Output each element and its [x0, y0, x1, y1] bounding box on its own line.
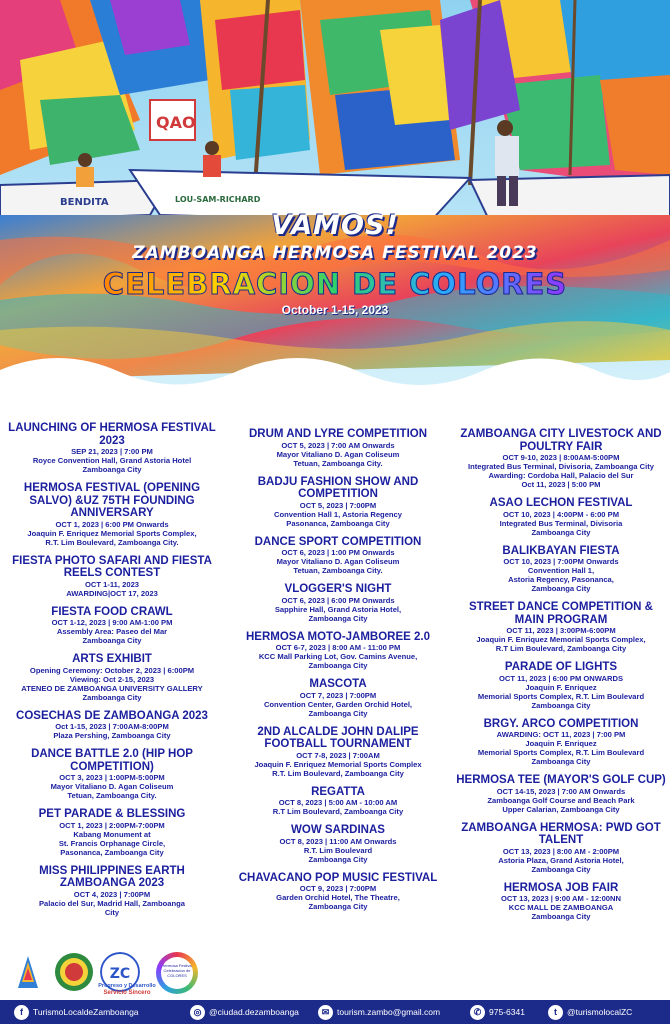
event-detail: Joaquin F. Enriquez Memorial Sports Complex, — [476, 635, 646, 644]
event-detail: OCT 6, 2023 | 6:00 PM Onwards — [281, 595, 395, 605]
event-title: ZAMBOANGA CITY LIVESTOCK AND POULTRY FAIR — [460, 428, 662, 453]
event-title: FIESTA PHOTO SAFARI AND FIESTA REELS CONTEST — [12, 554, 212, 579]
event-detail: OCT 10, 2023 | 4:00PM - 6:00 PM — [502, 509, 620, 519]
event-detail: R.T. Lim Boulevard, Zamboanga City — [272, 768, 404, 778]
event-detail: OCT 8, 2023 | 11:00 AM Onwards — [279, 836, 397, 846]
event-detail: SEP 21, 2023 | 7:00 PM — [71, 447, 153, 456]
event-item — [456, 545, 666, 594]
event-detail: St. Francis Orphanage Circle, — [58, 838, 166, 848]
event-detail: R.T Lim Boulevard, Zamboanga City — [272, 807, 404, 816]
event-title: ASAO LECHON FESTIVAL — [489, 497, 633, 509]
event-detail: Joaquin F. Enriquez — [525, 682, 597, 692]
event-detail: Palacio del Sur, Madrid Hall, Zamboanga — [38, 898, 185, 908]
event-detail: Zamboanga City — [308, 613, 368, 623]
event-item — [456, 661, 666, 710]
event-detail: Zamboanga City — [308, 708, 368, 718]
festival-name: ZAMBOANGA HERMOSA FESTIVAL 2023 — [132, 243, 538, 263]
event-detail: Zamboanga Golf Course and Beach Park — [487, 795, 635, 805]
event-detail: OCT 1, 2023 | 2:00PM-7:00PM — [59, 820, 165, 830]
event-detail: Tetuan, Zamboanga City. — [293, 458, 383, 468]
event-detail: Mayor Vitaliano D. Agan Coliseum — [276, 557, 400, 566]
event-title: DRUM AND LYRE COMPETITION — [248, 428, 428, 440]
event-item — [226, 678, 450, 718]
event-detail: OCT 1-12, 2023 | 9:00 AM-1:00 PM — [51, 618, 173, 627]
events-column-1 — [8, 420, 216, 925]
event-detail: Assembly Area: Paseo del Mar — [56, 627, 168, 636]
event-detail: Zamboanga City — [531, 912, 591, 921]
event-detail: Zamboanga City — [308, 902, 368, 911]
event-detail: AWARDING: OCT 11, 2023 | 7:00 PM — [496, 730, 626, 739]
event-item — [8, 422, 216, 474]
event-detail: Joaquin F. Enriquez Memorial Sports Complex — [254, 759, 422, 769]
event-item — [456, 497, 666, 537]
facebook-icon: f — [14, 1005, 29, 1020]
event-item — [8, 606, 216, 646]
event-detail: Garden Orchid Hotel, The Theatre, — [276, 893, 400, 902]
event-item — [8, 482, 216, 547]
instagram-link[interactable]: ◎ @ciudad.dezamboanga — [190, 1005, 299, 1020]
festival-title-block — [0, 210, 670, 317]
event-detail: Memorial Sports Complex, R.T. Lim Boulevard — [477, 691, 645, 701]
svg-text:BENDITA: BENDITA — [60, 197, 109, 208]
event-detail: OCT 7-8, 2023 | 7:00AM — [296, 750, 380, 760]
event-detail: Zamboanga City — [82, 636, 142, 645]
event-detail: Astoria Plaza, Grand Astoria Hotel, — [498, 855, 624, 865]
event-detail: Royce Convention Hall, Grand Astoria Hotel — [32, 456, 192, 465]
event-detail: Joaquin F. Enriquez — [525, 739, 597, 748]
event-detail: OCT 5, 2023 | 7:00 AM Onwards — [281, 440, 395, 450]
event-title: REGATTA — [311, 785, 365, 798]
event-detail: Zamboanga City — [531, 864, 591, 874]
colorful-sails-illustration — [0, 0, 670, 410]
twitter-link[interactable]: t @turismolocalZC — [548, 1005, 632, 1020]
event-title: HERMOSA FESTIVAL (OPENING SALVO) &UZ 75TH FOUNDING ANNIVERSARY — [23, 482, 201, 519]
event-detail: OCT 9-10, 2023 | 8:00AM-5:00PM — [502, 453, 620, 462]
events-column-3 — [456, 428, 666, 929]
event-detail: Plaza Pershing, Zamboanga City — [53, 731, 171, 740]
event-detail: Upper Calarian, Zamboanga City — [502, 804, 620, 814]
event-item — [8, 555, 216, 598]
event-detail: OCT 8, 2023 | 5:00 AM - 10:00 AM — [278, 798, 398, 807]
event-detail: Zamboanga City — [531, 757, 591, 766]
event-detail: Tetuan, Zamboanga City. — [67, 791, 157, 800]
event-item — [226, 631, 450, 671]
progreso-logo-caption: Progreso y Desarrollo Servicio Sincero — [98, 983, 156, 996]
event-detail: R.T Lim Boulevard, Zamboanga City — [495, 644, 627, 653]
event-detail: Zamboanga City — [308, 661, 368, 670]
event-title: HERMOSA TEE (MAYOR'S GOLF CUP) — [456, 774, 666, 786]
event-item — [226, 536, 450, 576]
event-item — [226, 786, 450, 817]
event-detail: OCT 9, 2023 | 7:00PM — [299, 884, 377, 893]
event-title: BADJU FASHION SHOW AND COMPETITION — [257, 475, 419, 500]
event-title: HERMOSA JOB FAIR — [503, 881, 619, 894]
event-detail: Zamboanga City — [308, 854, 368, 864]
event-detail: AWARDING|OCT 17, 2023 — [66, 588, 158, 598]
event-detail: Pasonanca, Zamboanga City — [60, 847, 164, 857]
svg-text:ZC: ZC — [109, 966, 131, 982]
twitter-icon: t — [548, 1005, 563, 1020]
event-item — [226, 583, 450, 623]
event-detail: Mayor Vitaliano D. Agan Coliseum — [50, 782, 174, 791]
event-detail: R.T. Lim Boulevard — [303, 845, 373, 855]
event-item — [8, 808, 216, 857]
event-detail: ATENEO DE ZAMBOANGA UNIVERSITY GALLERY — [21, 683, 203, 693]
event-detail: Sapphire Hall, Grand Astoria Hotel, — [274, 604, 402, 614]
event-detail: Kabang Monument at — [73, 829, 151, 839]
event-detail: OCT 3, 2023 | 1:00PM-5:00PM — [59, 773, 165, 782]
event-detail: Convention Center, Garden Orchid Hotel, — [263, 699, 413, 709]
event-detail: Convention Hall 1, Astoria Regency — [274, 509, 402, 519]
event-detail: Integrated Bus Terminal, Divisoria, Zamboanga City — [468, 462, 654, 471]
social-footer — [0, 1000, 670, 1024]
event-title: WOW SARDINAS — [291, 824, 385, 836]
event-detail: Zamboanga City — [82, 465, 142, 474]
event-detail: Mayor Vitaliano D. Agan Coliseum — [276, 449, 400, 459]
event-detail: OCT 14-15, 2023 | 7:00 AM Onwards — [496, 786, 626, 796]
event-title: ARTS EXHIBIT — [72, 653, 152, 665]
event-item — [8, 748, 216, 800]
event-item — [456, 774, 666, 814]
vamos-title: VAMOS! — [271, 210, 399, 241]
event-detail: Integrated Bus Terminal, Divisoria — [499, 518, 623, 528]
event-detail: Viewing: Oct 2-15, 2023 — [69, 674, 155, 684]
event-detail: Zamboanga City — [531, 584, 591, 593]
event-item — [8, 653, 216, 702]
mail-icon: ✉ — [318, 1005, 333, 1020]
phone-link[interactable]: ✆ 975-6341 — [470, 1005, 525, 1020]
event-item — [456, 822, 666, 874]
event-title: 2ND ALCALDE JOHN DALIPE FOOTBALL TOURNAMENT — [257, 725, 419, 750]
event-item — [226, 726, 450, 778]
event-detail: Convention Hall 1, — [527, 566, 595, 575]
email-link[interactable]: ✉ tourism.zambo@gmail.com — [318, 1005, 440, 1020]
event-detail: OCT 4, 2023 | 7:00PM — [73, 889, 151, 899]
event-detail: Zamboanga City — [531, 527, 591, 537]
tourism-logo-icon — [8, 952, 48, 992]
event-title: BALIKBAYAN FIESTA — [502, 544, 620, 557]
event-title: DANCE SPORT COMPETITION — [254, 535, 422, 548]
event-detail: OCT 13, 2023 | 9:00 AM - 12:00NN — [500, 894, 622, 903]
event-detail: Opening Ceremony: October 2, 2023 | 6:00PM — [29, 665, 195, 675]
event-item — [456, 428, 666, 489]
event-item — [456, 882, 666, 922]
event-title: CHAVACANO POP MUSIC FESTIVAL — [238, 871, 438, 884]
event-detail: Oct 11, 2023 | 5:00 PM — [521, 480, 601, 489]
event-detail: KCC MALL DE ZAMBOANGA — [508, 903, 614, 912]
svg-text:QAO: QAO — [156, 113, 196, 132]
event-title: COSECHAS DE ZAMBOANGA 2023 — [16, 709, 208, 722]
event-title: MASCOTA — [309, 678, 367, 690]
event-detail: OCT 10, 2023 | 7:00PM Onwards — [503, 557, 619, 566]
event-title: HERMOSA MOTO-JAMBOREE 2.0 — [245, 630, 431, 643]
event-detail: OCT 1, 2023 | 6:00 PM Onwards — [55, 519, 169, 529]
event-item — [226, 824, 450, 864]
event-detail: OCT 6-7, 2023 | 8:00 AM - 11:00 PM — [275, 643, 401, 652]
event-detail: R.T. Lim Boulevard, Zamboanga City. — [45, 537, 179, 547]
event-detail: OCT 6, 2023 | 1:00 PM Onwards — [281, 548, 395, 557]
event-detail: KCC Mall Parking Lot, Gov. Camins Avenue, — [258, 652, 418, 661]
event-detail: Pasonanca, Zamboanga City — [286, 518, 390, 528]
event-detail: Astoria Regency, Pasonanca, — [508, 575, 614, 584]
event-title: STREET DANCE COMPETITION & MAIN PROGRAM — [468, 601, 653, 626]
event-title: LAUNCHING OF HERMOSA FESTIVAL 2023 — [8, 422, 216, 447]
city-seal-icon — [54, 952, 94, 992]
event-detail: Zamboanga City — [82, 692, 142, 702]
celebracion-title: CELEBRACION DE COLORES — [0, 267, 670, 301]
event-item — [226, 428, 450, 468]
svg-text:LOU-SAM-RICHARD: LOU-SAM-RICHARD — [175, 195, 261, 204]
event-title: FIESTA FOOD CRAWL — [51, 605, 173, 618]
phone-icon: ✆ — [470, 1005, 485, 1020]
event-detail: OCT 1-11, 2023 — [84, 579, 140, 589]
events-column-2 — [226, 428, 450, 919]
event-detail: Memorial Sports Complex, R.T. Lim Boulevard — [477, 748, 645, 757]
facebook-link[interactable]: f TurismoLocaldeZamboanga — [14, 1005, 139, 1020]
instagram-icon: ◎ — [190, 1005, 205, 1020]
event-detail: Tetuan, Zamboanga City. — [293, 566, 383, 575]
event-detail: City — [104, 907, 120, 917]
event-item — [226, 872, 450, 912]
event-detail: Awarding: Cordoba Hall, Palacio del Sur — [488, 471, 634, 480]
event-detail: Joaquin F. Enriquez Memorial Sports Complex, — [27, 528, 197, 538]
festival-dates: October 1-15, 2023 — [281, 303, 389, 317]
event-item — [456, 718, 666, 767]
event-title: ZAMBOANGA HERMOSA: PWD GOT TALENT — [461, 821, 661, 846]
event-item — [8, 710, 216, 741]
event-title: PET PARADE & BLESSING — [38, 808, 186, 820]
event-detail: OCT 5, 2023 | 7:00PM — [299, 500, 377, 510]
event-detail: OCT 13, 2023 | 8:00 AM - 2:00PM — [502, 846, 620, 856]
hero-banner — [0, 0, 670, 410]
event-item — [8, 865, 216, 917]
event-detail: OCT 7, 2023 | 7:00PM — [299, 690, 377, 700]
event-title: MISS PHILIPPINES EARTH ZAMBOANGA 2023 — [39, 864, 185, 889]
event-title: VLOGGER'S NIGHT — [284, 583, 392, 595]
event-title: PARADE OF LIGHTS — [504, 661, 618, 673]
event-detail: Zamboanga City — [531, 700, 591, 710]
event-item — [456, 601, 666, 653]
event-title: BRGY. ARCO COMPETITION — [483, 717, 639, 730]
event-detail: OCT 11, 2023 | 3:00PM-6:00PM — [506, 626, 616, 635]
event-detail: Oct 1-15, 2023 | 7:00AM-8:00PM — [55, 722, 169, 731]
event-detail: OCT 11, 2023 | 6:00 PM ONWARDS — [498, 673, 624, 683]
partner-logos — [8, 952, 218, 998]
celebracion-logo-icon: Hermosa Festival Celebracion de COLORES — [156, 952, 198, 994]
event-item — [226, 476, 450, 528]
event-title: DANCE BATTLE 2.0 (HIP HOP COMPETITION) — [31, 748, 193, 773]
